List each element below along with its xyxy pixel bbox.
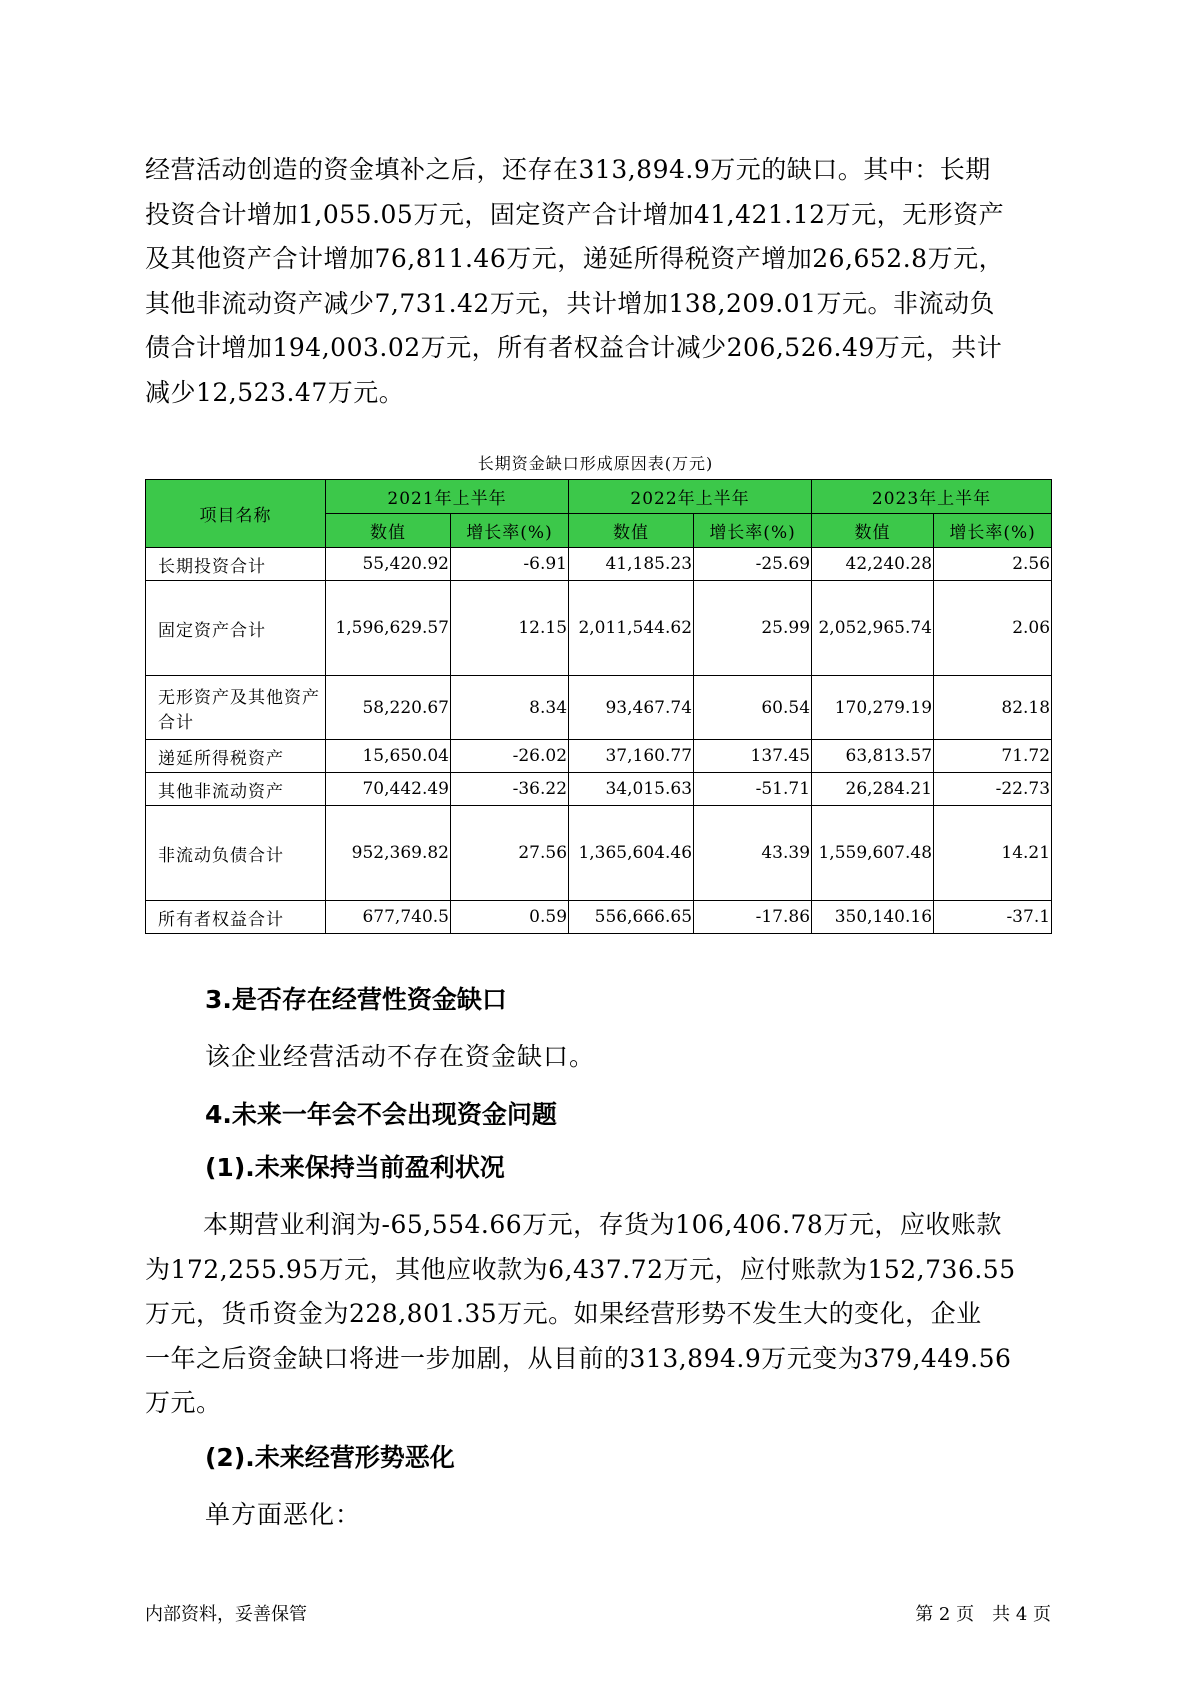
row-name: 固定资产合计 [146, 581, 326, 676]
table-row [146, 740, 1052, 773]
cell-rate: -51.71 [694, 773, 812, 806]
cell-rate: 12.15 [451, 581, 569, 676]
cell-value: 58,220.67 [326, 676, 451, 740]
section-heading-4: 4.未来一年会不会出现资金问题 [205, 1100, 557, 1129]
table-row [146, 581, 1052, 676]
cell-rate: -17.86 [694, 901, 812, 934]
cell-rate: 60.54 [694, 676, 812, 740]
cell-rate: 0.59 [451, 901, 569, 934]
intro-line: 及其他资产合计增加76,811.46万元，递延所得税资产增加26,652.8万元， [145, 244, 1005, 273]
cell-rate: 82.18 [934, 676, 1052, 740]
cell-value: 1,365,604.46 [569, 806, 694, 901]
cell-value: 952,369.82 [326, 806, 451, 901]
header-value: 数值 [569, 514, 694, 548]
paragraph-line: 一年之后资金缺口将进一步加剧，从目前的313,894.9万元变为379,449.56 [145, 1343, 1012, 1373]
cell-rate: -26.02 [451, 740, 569, 773]
cell-value: 170,279.19 [812, 676, 934, 740]
cell-rate: -6.91 [451, 548, 569, 581]
paragraph-line: 万元，货币资金为228,801.35万元。如果经营形势不发生大的变化，企业 [145, 1299, 982, 1328]
table-caption: 长期资金缺口形成原因表(万元) [477, 454, 714, 473]
paragraph-line: 万元。 [145, 1388, 222, 1417]
footer-page-number: 第 2 页 共 4 页 [915, 1604, 1051, 1625]
cell-rate: 2.06 [934, 581, 1052, 676]
table-row [146, 676, 1052, 740]
cell-rate: 14.21 [934, 806, 1052, 901]
table-row [146, 806, 1052, 901]
row-name: 长期投资合计 [146, 548, 326, 581]
table-row [146, 901, 1052, 934]
cell-value: 1,559,607.48 [812, 806, 934, 901]
cell-value: 15,650.04 [326, 740, 451, 773]
intro-line: 减少12,523.47万元。 [145, 377, 405, 407]
cell-value: 26,284.21 [812, 773, 934, 806]
intro-line: 债合计增加194,003.02万元，所有者权益合计减少206,526.49万元，共计 [145, 333, 1003, 362]
cell-value: 63,813.57 [812, 740, 934, 773]
header-rate: 增长率(%) [451, 514, 569, 548]
cell-rate: 137.45 [694, 740, 812, 773]
subheading-1: (1).未来保持当前盈利状况 [205, 1153, 505, 1182]
header-value: 数值 [812, 514, 934, 548]
header-rate: 增长率(%) [694, 514, 812, 548]
header-period: 2023年上半年 [812, 480, 1052, 514]
header-period: 2021年上半年 [326, 480, 569, 514]
cell-value: 41,185.23 [569, 548, 694, 581]
section4-text2: 单方面恶化： [205, 1500, 362, 1529]
header-rate: 增长率(%) [934, 514, 1052, 548]
header-period: 2022年上半年 [569, 480, 812, 514]
cell-rate: 8.34 [451, 676, 569, 740]
cell-value: 70,442.49 [326, 773, 451, 806]
footer-left: 内部资料，妥善保管 [145, 1604, 307, 1625]
cell-rate: -25.69 [694, 548, 812, 581]
paragraph-line: 本期营业利润为-65,554.66万元，存货为106,406.78万元，应收账款 [203, 1210, 1002, 1239]
cell-value: 37,160.77 [569, 740, 694, 773]
intro-paragraph [145, 148, 1051, 415]
cell-rate: -37.1 [934, 901, 1052, 934]
funding-gap-table [145, 479, 1052, 934]
section4-paragraph [145, 1203, 1051, 1426]
cell-rate: 43.39 [694, 806, 812, 901]
cell-value: 2,011,544.62 [569, 581, 694, 676]
subheading-2: (2).未来经营形势恶化 [205, 1443, 455, 1472]
row-name: 非流动负债合计 [146, 806, 326, 901]
row-name: 所有者权益合计 [146, 901, 326, 934]
cell-rate: 27.56 [451, 806, 569, 901]
section-heading-3: 3.是否存在经营性资金缺口 [205, 985, 507, 1014]
cell-value: 350,140.16 [812, 901, 934, 934]
cell-value: 42,240.28 [812, 548, 934, 581]
paragraph-line: 为172,255.95万元，其他应收款为6,437.72万元，应付账款为152,736.55 [145, 1254, 1016, 1284]
cell-rate: 2.56 [934, 548, 1052, 581]
header-item-name: 项目名称 [146, 480, 326, 548]
cell-rate: 25.99 [694, 581, 812, 676]
section3-text: 该企业经营活动不存在资金缺口。 [205, 1042, 596, 1071]
intro-line: 经营活动创造的资金填补之后，还存在313,894.9万元的缺口。其中：长期 [145, 155, 991, 184]
cell-value: 1,596,629.57 [326, 581, 451, 676]
cell-value: 2,052,965.74 [812, 581, 934, 676]
cell-rate: -36.22 [451, 773, 569, 806]
cell-value: 677,740.5 [326, 901, 451, 934]
cell-value: 93,467.74 [569, 676, 694, 740]
row-name: 无形资产及其他资产合计 [146, 676, 326, 740]
row-name: 递延所得税资产 [146, 740, 326, 773]
cell-value: 34,015.63 [569, 773, 694, 806]
table-row [146, 548, 1052, 581]
cell-rate: 71.72 [934, 740, 1052, 773]
header-value: 数值 [326, 514, 451, 548]
cell-rate: -22.73 [934, 773, 1052, 806]
table-row [146, 773, 1052, 806]
cell-value: 556,666.65 [569, 901, 694, 934]
row-name: 其他非流动资产 [146, 773, 326, 806]
cell-value: 55,420.92 [326, 548, 451, 581]
intro-line: 其他非流动资产减少7,731.42万元，共计增加138,209.01万元。非流动负 [145, 288, 995, 318]
intro-line: 投资合计增加1,055.05万元，固定资产合计增加41,421.12万元，无形资产 [145, 199, 1005, 229]
